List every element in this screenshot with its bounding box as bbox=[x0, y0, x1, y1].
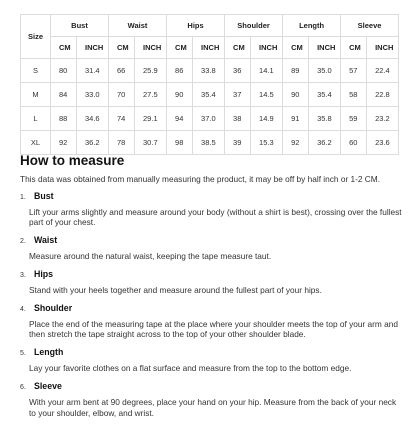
measurement-cell: 57 bbox=[341, 59, 367, 83]
unit-header-inch: INCH bbox=[251, 37, 283, 59]
measurement-cell: 39 bbox=[225, 131, 251, 155]
group-header-row bbox=[21, 15, 399, 37]
size-label-cell: L bbox=[21, 107, 51, 131]
measurement-cell: 33.0 bbox=[77, 83, 109, 107]
step-description: Lift your arms slightly and measure around your body (without a shirt is best), crossing over the fullest part of your chest. bbox=[29, 206, 402, 228]
step-heading bbox=[20, 269, 405, 281]
measurement-cell: 35.8 bbox=[309, 107, 341, 131]
group-header-hips: Hips bbox=[167, 15, 225, 37]
measurement-cell: 84 bbox=[51, 83, 77, 107]
unit-header-inch: INCH bbox=[367, 37, 399, 59]
step-description: With your arm bent at 90 degrees, place your hand on your hip. Measure from the back of your neck to your shoulder, elbow, and wrist. bbox=[29, 397, 397, 418]
measurement-cell: 60 bbox=[341, 131, 367, 155]
measurement-cell: 58 bbox=[341, 83, 367, 107]
unit-header-inch: INCH bbox=[309, 37, 341, 59]
unit-header-cm: CM bbox=[283, 37, 309, 59]
size-column-header: Size bbox=[21, 15, 51, 59]
list-item bbox=[20, 303, 405, 341]
list-item bbox=[20, 191, 405, 229]
step-heading bbox=[20, 347, 405, 359]
measurement-cell: 15.3 bbox=[251, 131, 283, 155]
group-header-bust: Bust bbox=[51, 15, 109, 37]
measurement-cell: 70 bbox=[109, 83, 135, 107]
measurement-cell: 89 bbox=[283, 59, 309, 83]
size-chart-table bbox=[20, 14, 399, 155]
group-header-length: Length bbox=[283, 15, 341, 37]
measurement-cell: 14.5 bbox=[251, 83, 283, 107]
measurement-cell: 59 bbox=[341, 107, 367, 131]
measurement-cell: 92 bbox=[283, 131, 309, 155]
measurement-cell: 14.1 bbox=[251, 59, 283, 83]
measurement-steps bbox=[20, 191, 405, 419]
measurement-cell: 36 bbox=[225, 59, 251, 83]
measurement-cell: 92 bbox=[51, 131, 77, 155]
step-number: 3. bbox=[20, 271, 26, 279]
list-item bbox=[20, 235, 405, 262]
unit-header-cm: CM bbox=[167, 37, 193, 59]
step-heading bbox=[20, 381, 405, 393]
step-description: Place the end of the measuring tape at the place where your shoulder meets the top of your arm and then stretch the tape straight across to the top of your other shoulder blade. bbox=[29, 318, 398, 340]
measurement-cell: 36.2 bbox=[77, 131, 109, 155]
intro-text: This data was obtained from manually measuring the product, it may be off by half inch or 1-2 CM. bbox=[20, 174, 381, 184]
unit-header-row bbox=[21, 37, 399, 59]
measurement-cell: 38 bbox=[225, 107, 251, 131]
unit-header-cm: CM bbox=[109, 37, 135, 59]
measurement-cell: 33.8 bbox=[193, 59, 225, 83]
step-heading bbox=[20, 303, 405, 315]
measurement-cell: 38.5 bbox=[193, 131, 225, 155]
measurement-cell: 80 bbox=[51, 59, 77, 83]
measurement-cell: 23.2 bbox=[367, 107, 399, 131]
list-item bbox=[20, 347, 405, 374]
measurement-cell: 37 bbox=[225, 83, 251, 107]
measurement-cell: 91 bbox=[283, 107, 309, 131]
measurement-cell: 23.6 bbox=[367, 131, 399, 155]
measurement-cell: 94 bbox=[167, 107, 193, 131]
measurement-cell: 30.7 bbox=[135, 131, 167, 155]
measurement-cell: 27.5 bbox=[135, 83, 167, 107]
step-title: Sleeve bbox=[34, 381, 62, 392]
measurement-cell: 34.6 bbox=[77, 107, 109, 131]
measurement-cell: 78 bbox=[109, 131, 135, 155]
group-header-waist: Waist bbox=[109, 15, 167, 37]
step-description: Measure around the natural waist, keeping the tape measure taut. bbox=[29, 251, 272, 262]
size-label-cell: S bbox=[21, 59, 51, 83]
measurement-cell: 25.9 bbox=[135, 59, 167, 83]
step-title: Waist bbox=[34, 235, 58, 246]
section-title: How to measure bbox=[20, 153, 125, 168]
measurement-cell: 35.0 bbox=[309, 59, 341, 83]
measurement-cell: 66 bbox=[109, 59, 135, 83]
measurement-cell: 14.9 bbox=[251, 107, 283, 131]
step-heading bbox=[20, 235, 405, 247]
step-heading bbox=[20, 191, 405, 203]
unit-header-inch: INCH bbox=[135, 37, 167, 59]
measurement-cell: 98 bbox=[167, 131, 193, 155]
measurement-cell: 90 bbox=[167, 83, 193, 107]
unit-header-inch: INCH bbox=[77, 37, 109, 59]
step-number: 2. bbox=[20, 238, 26, 246]
measurement-cell: 37.0 bbox=[193, 107, 225, 131]
unit-header-cm: CM bbox=[51, 37, 77, 59]
list-item bbox=[20, 269, 405, 296]
unit-header-cm: CM bbox=[341, 37, 367, 59]
step-description: Stand with your heels together and measure around the fullest part of your hips. bbox=[29, 284, 322, 295]
step-title: Bust bbox=[34, 190, 54, 201]
unit-header-inch: INCH bbox=[193, 37, 225, 59]
size-label-cell: XL bbox=[21, 131, 51, 155]
measurement-cell: 88 bbox=[51, 107, 77, 131]
step-description: Lay your favorite clothes on a flat surface and measure from the top to the bottom edge. bbox=[29, 363, 352, 374]
step-number: 6. bbox=[20, 384, 26, 392]
measurement-cell: 86 bbox=[167, 59, 193, 83]
how-to-measure-section bbox=[20, 153, 405, 426]
step-title: Hips bbox=[34, 268, 54, 279]
size-table-body bbox=[21, 59, 399, 155]
measurement-cell: 90 bbox=[283, 83, 309, 107]
step-title: Length bbox=[34, 347, 64, 358]
step-number: 5. bbox=[20, 350, 26, 358]
measurement-cell: 22.4 bbox=[367, 59, 399, 83]
measurement-cell: 36.2 bbox=[309, 131, 341, 155]
table-row bbox=[21, 131, 399, 155]
measurement-cell: 35.4 bbox=[309, 83, 341, 107]
group-header-shoulder: Shoulder bbox=[225, 15, 283, 37]
measurement-cell: 29.1 bbox=[135, 107, 167, 131]
unit-header-cm: CM bbox=[225, 37, 251, 59]
list-item bbox=[20, 381, 405, 419]
table-row bbox=[21, 83, 399, 107]
measurement-cell: 31.4 bbox=[77, 59, 109, 83]
measurement-cell: 35.4 bbox=[193, 83, 225, 107]
measurement-cell: 22.8 bbox=[367, 83, 399, 107]
measurement-cell: 74 bbox=[109, 107, 135, 131]
size-label-cell: M bbox=[21, 83, 51, 107]
step-number: 4. bbox=[20, 305, 26, 313]
table-row bbox=[21, 107, 399, 131]
step-number: 1. bbox=[20, 193, 26, 201]
group-header-sleeve: Sleeve bbox=[341, 15, 399, 37]
step-title: Shoulder bbox=[34, 302, 73, 313]
table-row bbox=[21, 59, 399, 83]
